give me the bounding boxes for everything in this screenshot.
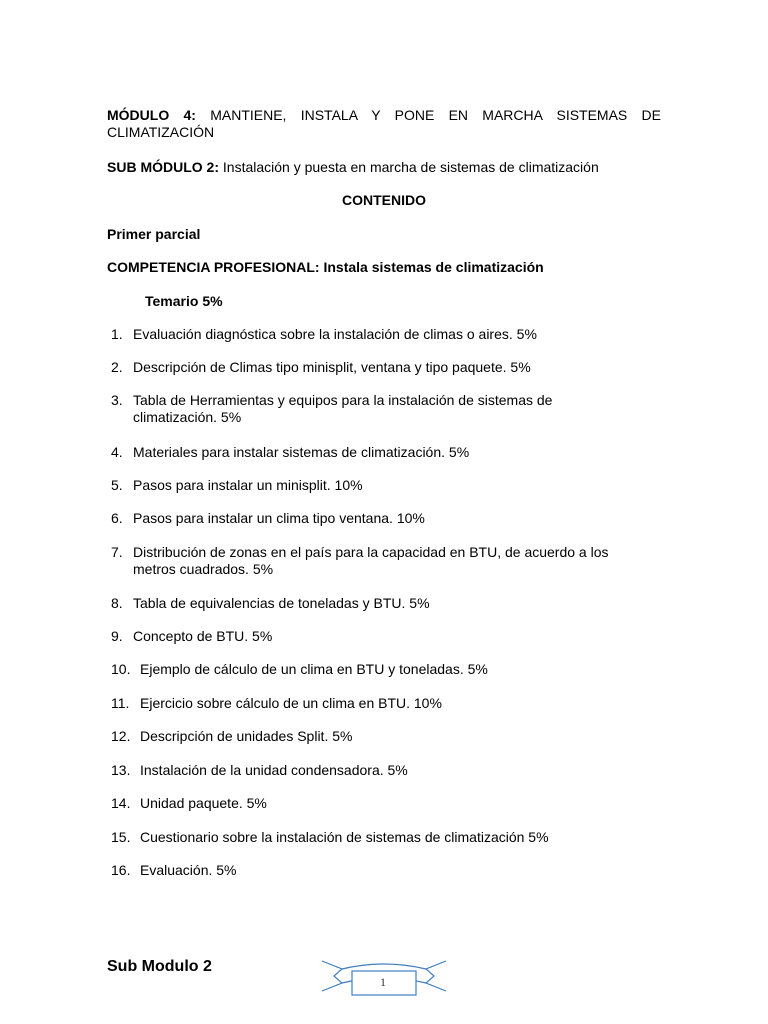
list-item-number: 6. bbox=[111, 510, 123, 526]
list-item-line: Ejercicio sobre cálculo de un clima en BTU. 10% bbox=[140, 695, 442, 711]
list-item-number: 1. bbox=[111, 326, 123, 342]
list-item-line: Concepto de BTU. 5% bbox=[133, 628, 273, 644]
modulo-line-1 bbox=[107, 107, 661, 124]
ribbon-left-tail bbox=[322, 961, 342, 991]
list-item-line: Ejemplo de cálculo de un clima en BTU y toneladas. 5% bbox=[140, 661, 488, 677]
list-item-text bbox=[140, 762, 661, 779]
list-item-text bbox=[140, 695, 661, 712]
list-item-text bbox=[140, 862, 661, 879]
list-item-line: Tabla de equivalencias de toneladas y BTU. 5% bbox=[133, 595, 430, 611]
list-item-text bbox=[140, 661, 661, 678]
list-item-number: 8. bbox=[111, 595, 123, 611]
list-item-text bbox=[140, 795, 661, 812]
list-item-line: Unidad paquete. 5% bbox=[140, 795, 267, 811]
list-item-text bbox=[140, 829, 661, 846]
modulo-label: MÓDULO 4: bbox=[107, 107, 196, 123]
list-item-line: metros cuadrados. 5% bbox=[133, 561, 274, 577]
footer-title: Sub Modulo 2 bbox=[107, 958, 212, 975]
modulo-line-2: CLIMATIZACIÓN bbox=[107, 124, 215, 140]
list-item-number: 15. bbox=[111, 829, 131, 845]
list-item-number: 5. bbox=[111, 477, 123, 493]
list-item-text bbox=[133, 326, 661, 343]
list-item-number: 14. bbox=[111, 795, 131, 811]
list-item-number: 9. bbox=[111, 628, 123, 644]
ribbon-top-curve bbox=[342, 964, 426, 969]
list-item-line: climatización. 5% bbox=[133, 409, 242, 425]
list-item-text bbox=[133, 477, 661, 494]
submodulo-heading bbox=[107, 159, 661, 176]
list-item-line: Descripción de unidades Split. 5% bbox=[140, 728, 353, 744]
parcial-heading: Primer parcial bbox=[107, 226, 201, 242]
list-item-number: 12. bbox=[111, 728, 131, 744]
submodulo-label: SUB MÓDULO 2: bbox=[107, 159, 219, 175]
list-item-number: 16. bbox=[111, 862, 131, 878]
list-item-text bbox=[133, 544, 661, 578]
list-item-text bbox=[140, 728, 661, 745]
list-item-number: 7. bbox=[111, 544, 123, 560]
list-item-text bbox=[133, 392, 661, 426]
list-item-line: Distribución de zonas en el país para la capacidad en BTU, de acuerdo a los bbox=[133, 544, 609, 560]
list-item-text bbox=[133, 595, 661, 612]
list-item-line: Pasos para instalar un minisplit. 10% bbox=[133, 477, 363, 493]
list-item-number: 2. bbox=[111, 359, 123, 375]
list-item-line: Instalación de la unidad condensadora. 5% bbox=[140, 762, 408, 778]
submodulo-text: Instalación y puesta en marcha de sistemas de climatización bbox=[222, 159, 599, 175]
list-item-line: Evaluación diagnóstica sobre la instalación de climas o aires. 5% bbox=[133, 326, 537, 342]
list-item-number: 11. bbox=[111, 695, 130, 711]
list-item-text bbox=[133, 510, 661, 527]
list-item-line: Materiales para instalar sistemas de climatización. 5% bbox=[133, 444, 470, 460]
list-item-line: Pasos para instalar un clima tipo ventana. 10% bbox=[133, 510, 425, 526]
contenido-heading: CONTENIDO bbox=[342, 192, 426, 208]
list-item-number: 13. bbox=[111, 762, 131, 778]
temario-heading: Temario 5% bbox=[145, 293, 223, 309]
modulo-text: MANTIENE, INSTALA Y PONE EN MARCHA SISTEMAS DE bbox=[210, 107, 661, 123]
list-item-line: Evaluación. 5% bbox=[140, 862, 237, 878]
list-item-text bbox=[133, 628, 661, 645]
list-item-number: 4. bbox=[111, 444, 123, 460]
list-item-text bbox=[133, 444, 661, 461]
list-item-line: Descripción de Climas tipo minisplit, ventana y tipo paquete. 5% bbox=[133, 359, 531, 375]
list-item-number: 10. bbox=[111, 661, 131, 677]
competencia-heading: COMPETENCIA PROFESIONAL: Instala sistemas de climatización bbox=[107, 259, 544, 275]
list-item-line: Tabla de Herramientas y equipos para la instalación de sistemas de bbox=[133, 392, 553, 408]
modulo-heading bbox=[107, 107, 661, 141]
list-item-number: 3. bbox=[111, 392, 123, 408]
ribbon-right-tail bbox=[426, 961, 446, 991]
list-item-text bbox=[133, 359, 661, 376]
page-number: 1 bbox=[380, 975, 386, 989]
list-item-line: Cuestionario sobre la instalación de sistemas de climatización 5% bbox=[140, 829, 549, 845]
